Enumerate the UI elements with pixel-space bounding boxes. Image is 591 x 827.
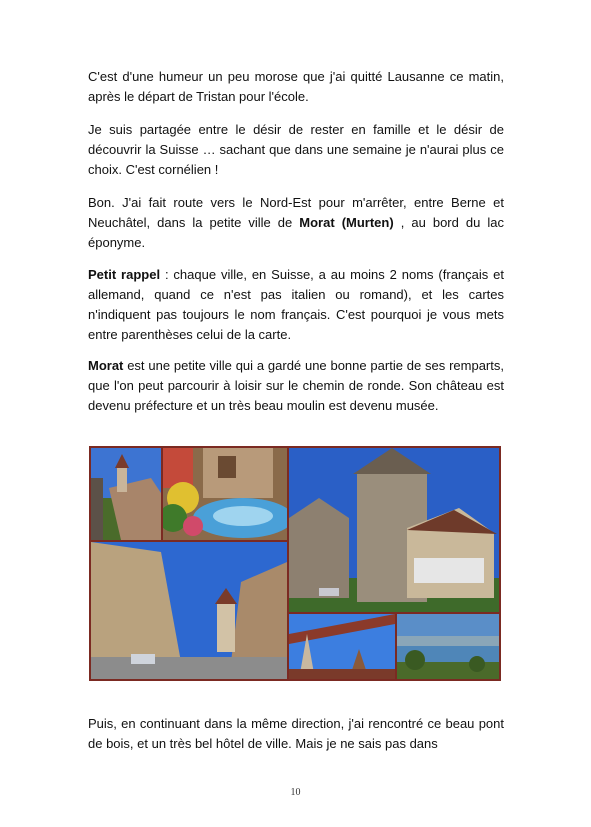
photo-church-spire <box>289 614 395 679</box>
paragraph-route <box>88 193 504 253</box>
reminder-label-bold: Petit rappel <box>88 267 161 282</box>
photo-castle-prefecture <box>289 448 499 612</box>
paragraph-bridge: Puis, en continuant dans la même direction, j'ai rencontré ce beau pont de bois, et un très bel hôtel de ville. Mais je ne sais pas dans <box>88 716 504 751</box>
route-text-after: , au bord du lac éponyme. <box>88 215 504 250</box>
paragraph-intro: C'est d'une humeur un peu morose que j'ai quitté Lausanne ce matin, après le départ de Tristan pour l'école. <box>88 69 504 104</box>
reminder-text: : chaque ville, en Suisse, a au moins 2 noms (français et allemand, quand ce n'est pas italien ou romand), et les cartes n'indiquent pas toujours le nom français. C'est pourquoi je vous mets entre parenthèses celui de la carte. <box>88 267 504 342</box>
photo-lake <box>397 614 499 679</box>
town-name-bold: Morat (Murten) <box>299 215 394 230</box>
route-text-before: Bon. J'ai fait route vers le Nord-Est pour m'arrêter, entre Berne et Neuchâtel, dans la petite ville de <box>88 195 504 230</box>
morat-text: est une petite ville qui a gardé une bonne partie de ses remparts, que l'on peut parcourir à loisir sur le chemin de ronde. Son château est devenu préfecture et un très beau moulin est devenu musée. <box>88 358 504 413</box>
photo-fountain-flowers <box>163 448 287 540</box>
photo-main-street <box>91 542 287 679</box>
paragraph-dilemma: Je suis partagée entre le désir de rester en famille et le désir de découvrir la Suisse … sachant que dans une semaine je n'aurai plus ce choix. C'est cornélien ! <box>88 122 504 177</box>
paragraph-reminder <box>88 265 504 345</box>
page-number: 10 <box>290 787 301 798</box>
photo-collage <box>89 446 501 681</box>
paragraph-morat <box>88 356 504 416</box>
morat-bold: Morat <box>88 358 124 373</box>
photo-rampart-tower <box>91 448 161 540</box>
